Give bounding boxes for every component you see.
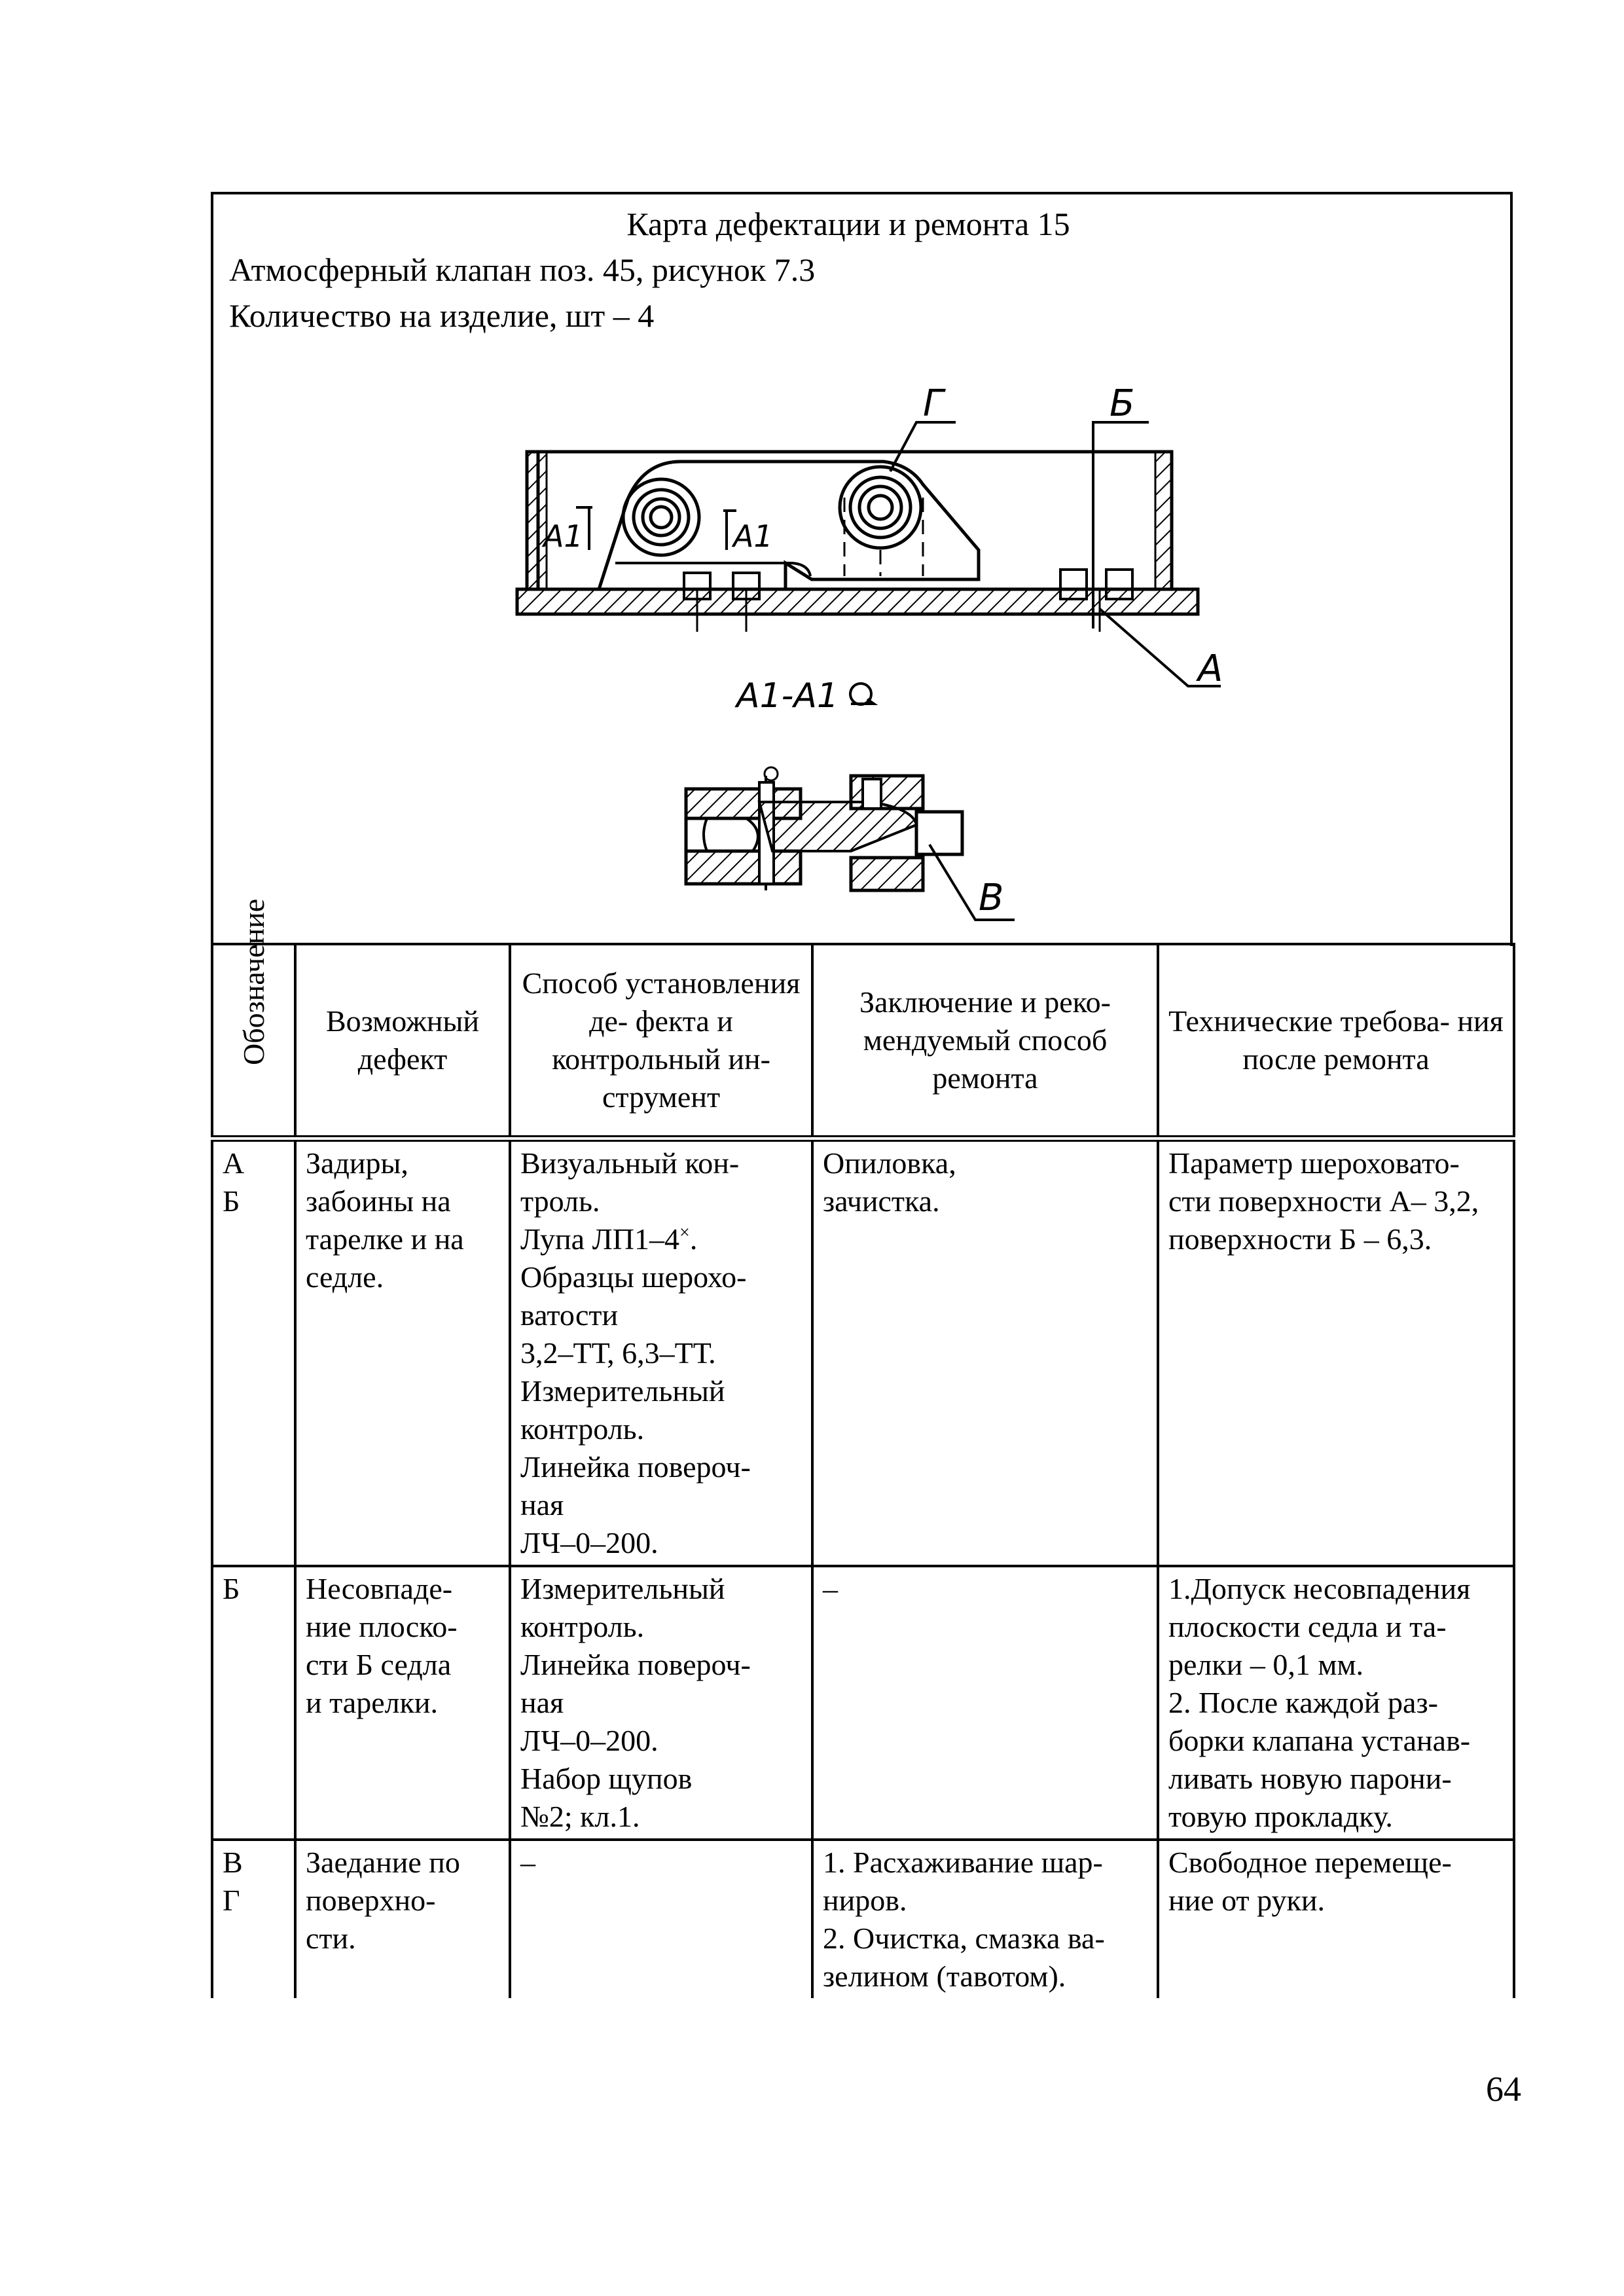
cell-conclusion: –	[812, 1566, 1158, 1840]
cell-defect: Задиры, забоины на тарелке и на седле.	[295, 1139, 510, 1566]
label-a1-left: А1	[543, 519, 583, 554]
cell-designation: В Г	[212, 1840, 295, 1998]
cell-requirements: Параметр шероховато- сти поверхности А– 3,2, поверхности Б – 6,3.	[1158, 1139, 1514, 1566]
quantity-line: Количество на изделие, шт – 4	[229, 297, 655, 334]
cell-method: –	[510, 1840, 812, 1998]
cell-designation: А Б	[212, 1139, 295, 1566]
cell-requirements: 1.Допуск несовпадения плоскости седла и та- релки – 0,1 мм. 2. После каждой раз- борки клапана устанав- ливать новую парони- товую прокладку.	[1158, 1566, 1514, 1840]
label-v: В	[979, 877, 1004, 919]
technical-drawing	[0, 0, 1624, 943]
section-title: А1-А1	[736, 676, 839, 716]
column-header-requirements: Технические требова- ния после ремонта	[1158, 944, 1514, 1139]
table-header-row	[212, 944, 1514, 1139]
page-number: 64	[1486, 2069, 1521, 2109]
cell-defect: Заедание по поверхно- сти.	[295, 1840, 510, 1998]
cell-conclusion: 1. Расхаживание шар- ниров. 2. Очистка, смазка ва- зелином (тавотом).	[812, 1840, 1158, 1998]
table-row	[212, 1840, 1514, 1998]
valve-main-view	[517, 422, 1221, 686]
column-header-conclusion: Заключение и реко- мендуемый способ ремонта	[812, 944, 1158, 1139]
cell-method: Измерительный контроль. Линейка повероч- ная ЛЧ–0–200. Набор щупов №2; кл.1.	[510, 1566, 812, 1840]
label-b: Б	[1110, 382, 1135, 425]
cell-method: Визуальный кон- троль. Лупа ЛП1–4×. Образцы шерохо- ватости 3,2–ТТ, 6,3–ТТ. Измерительный контроль. Линейка повероч- ная ЛЧ–0–200.	[510, 1139, 812, 1566]
part-name: Атмосферный клапан поз. 45, рисунок 7.3	[229, 251, 816, 288]
card-title: Карта дефектации и ремонта 15	[626, 206, 1070, 242]
table-row	[212, 1139, 1514, 1566]
cell-defect: Несовпаде- ние плоско- сти Б седла и тарелки.	[295, 1566, 510, 1840]
column-header-designation: Обозначение	[212, 944, 295, 1139]
label-a: А	[1198, 647, 1223, 690]
section-a1-a1-view	[686, 767, 1015, 920]
cell-requirements: Свободное перемеще- ние от руки.	[1158, 1840, 1514, 1998]
label-g: Г	[923, 382, 944, 425]
cell-conclusion: Опиловка, зачистка.	[812, 1139, 1158, 1566]
table-row	[212, 1566, 1514, 1840]
column-header-method: Способ установления де- фекта и контрольный ин- струмент	[510, 944, 812, 1139]
magnification-sup: ×	[679, 1222, 690, 1243]
cell-designation: Б	[212, 1566, 295, 1840]
rotation-symbol-icon	[850, 683, 874, 704]
column-header-defect: Возможный дефект	[295, 944, 510, 1139]
defect-table	[211, 898, 1515, 1998]
label-a1-mid: А1	[733, 519, 773, 554]
